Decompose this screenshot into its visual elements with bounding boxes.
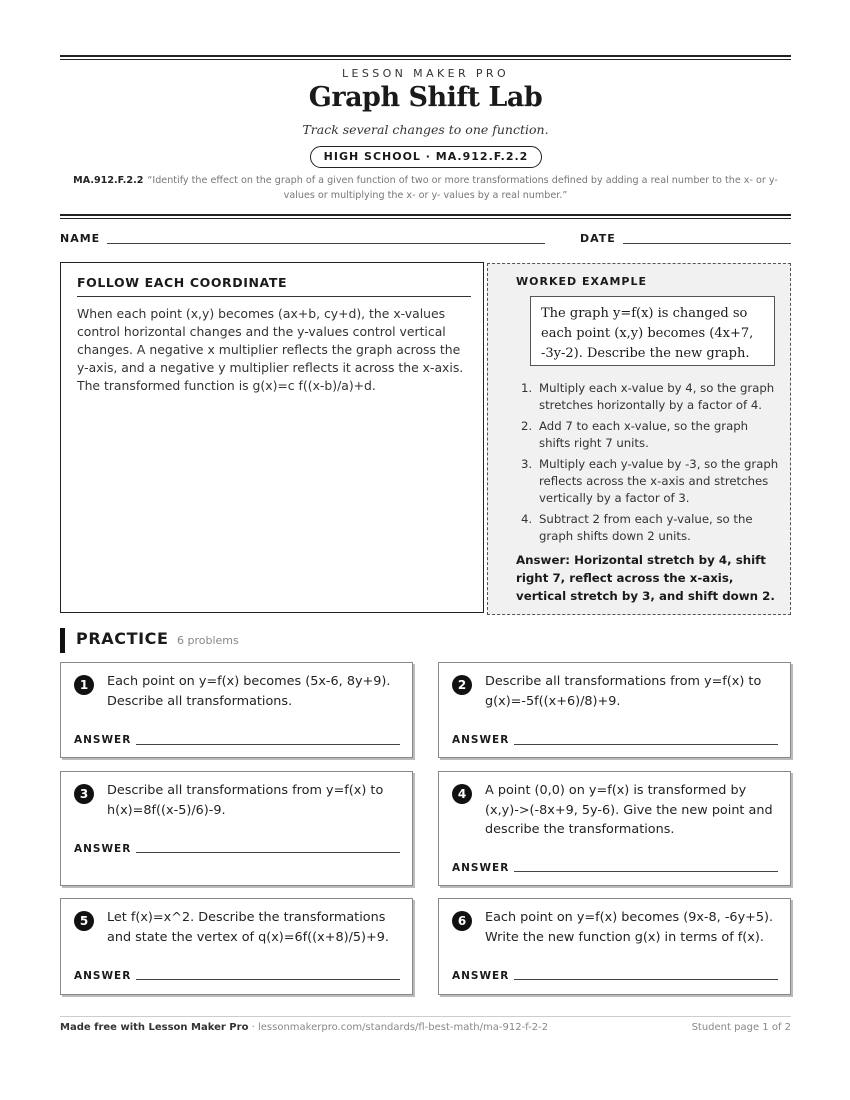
answer-field[interactable] [136,744,400,745]
problem-number-badge: 2 [452,675,472,695]
answer-field[interactable] [514,979,778,980]
problem-text: Each point on y=f(x) becomes (9x-8, -6y+5). Write the new function g(x) in terms of f(x). [485,910,774,945]
header-bottom-rule [60,214,791,216]
worked-example-heading: WORKED EXAMPLE [516,275,647,288]
problem-text: Let f(x)=x^2. Describe the transformations and state the vertex of q(x)=6f((x+8)/5)+9. [107,910,389,945]
problem-card-2 [438,662,791,758]
footer-rule [60,1016,791,1017]
problem-number-badge: 3 [74,784,94,804]
answer-label: ANSWER [74,843,132,855]
problem-number-badge: 4 [452,784,472,804]
footer-page-number: Student page 1 of 2 [691,1022,791,1033]
problem-text: Each point on y=f(x) becomes (5x-6, 8y+9). Describe all transformations. [107,674,391,709]
step-item: 4. Subtract 2 from each y-value, so the graph shifts down 2 units. [521,512,753,543]
page-subtitle: Track several changes to one function. [302,122,549,137]
worksheet-page [60,0,791,1100]
concept-heading: FOLLOW EACH COORDINATE [77,275,471,297]
problem-card-5 [60,898,413,995]
problem-card-1 [60,662,413,758]
grade-standard-pill: HIGH SCHOOL · MA.912.F.2.2 [310,146,542,168]
step-item: 3. Multiply each y-value by -3, so the graph reflects across the x-axis and stretches vertically by a factor of 3. [521,457,779,505]
date-field[interactable] [623,243,791,244]
problem-number-badge: 1 [74,675,94,695]
top-rule-thin [60,59,791,60]
problem-card-4 [438,771,791,886]
worked-example-box [487,263,791,615]
practice-count: 6 problems [177,634,239,647]
standard-code: MA.912.F.2.2 [73,175,144,186]
page-title: Graph Shift Lab [308,82,543,113]
footer-credit [60,1022,548,1033]
concept-box [60,262,484,613]
step-item: 1. Multiply each x-value by 4, so the graph stretches horizontally by a factor of 4. [521,381,775,412]
header-bottom-rule-thin [60,218,791,219]
date-label: DATE [580,232,616,245]
answer-label: ANSWER [452,862,510,874]
name-label: NAME [60,232,101,245]
answer-label: ANSWER [452,734,510,746]
answer-field[interactable] [514,744,778,745]
problem-card-3 [60,771,413,886]
problem-text: Describe all transformations from y=f(x) to g(x)=-5f((x+6)/8)+9. [485,674,762,709]
standard-text: “Identify the effect on the graph of a given function of two or more transformations defined by adding a real number to the x- or y- values or multiplying the x- or y- values by a real number.” [147,175,778,201]
problem-card-6 [438,898,791,995]
concept-body: When each point (x,y) becomes (ax+b, cy+d), the x-values control horizontal changes and the y-values control vertical changes. A negative x multiplier reflects the graph across the y-axis, and a negative y multiplier reflects it across the x-axis. The transformed function is g(x)=c f((x-b)/a)+d. [77,306,464,393]
name-field[interactable] [107,243,545,244]
worked-example-prompt: The graph y=f(x) is changed so each point (x,y) becomes (4x+7, -3y-2). Describe the new graph. [530,296,775,366]
practice-heading: PRACTICE [76,629,169,648]
step-item: 2. Add 7 to each x-value, so the graph shifts right 7 units. [521,419,749,450]
answer-field[interactable] [136,979,400,980]
problem-text: A point (0,0) on y=f(x) is transformed by (x,y)->(-8x+9, 5y-6). Give the new point and describe the transformations. [485,783,773,837]
footer-url[interactable]: · lessonmakerpro.com/standards/fl-best-math/ma-912-f-2-2 [248,1022,549,1033]
practice-accent-bar [60,628,65,653]
footer-made-with: Made free with Lesson Maker Pro [60,1022,249,1033]
problem-number-badge: 5 [74,911,94,931]
answer-field[interactable] [514,871,778,872]
answer-label: ANSWER [74,734,132,746]
answer-label: ANSWER [452,970,510,982]
answer-field[interactable] [136,852,400,853]
standard-description [60,173,791,203]
top-rule [60,55,791,57]
answer-label: ANSWER [74,970,132,982]
problem-number-badge: 6 [452,911,472,931]
worked-example-steps [521,380,783,549]
brand-label: LESSON MAKER PRO [341,67,510,80]
worked-example-answer: Answer: Horizontal stretch by 4, shift right 7, reflect across the x-axis, vertical stretch by 3, and shift down 2. [516,553,775,603]
problem-text: Describe all transformations from y=f(x) to h(x)=8f((x-5)/6)-9. [107,783,384,818]
